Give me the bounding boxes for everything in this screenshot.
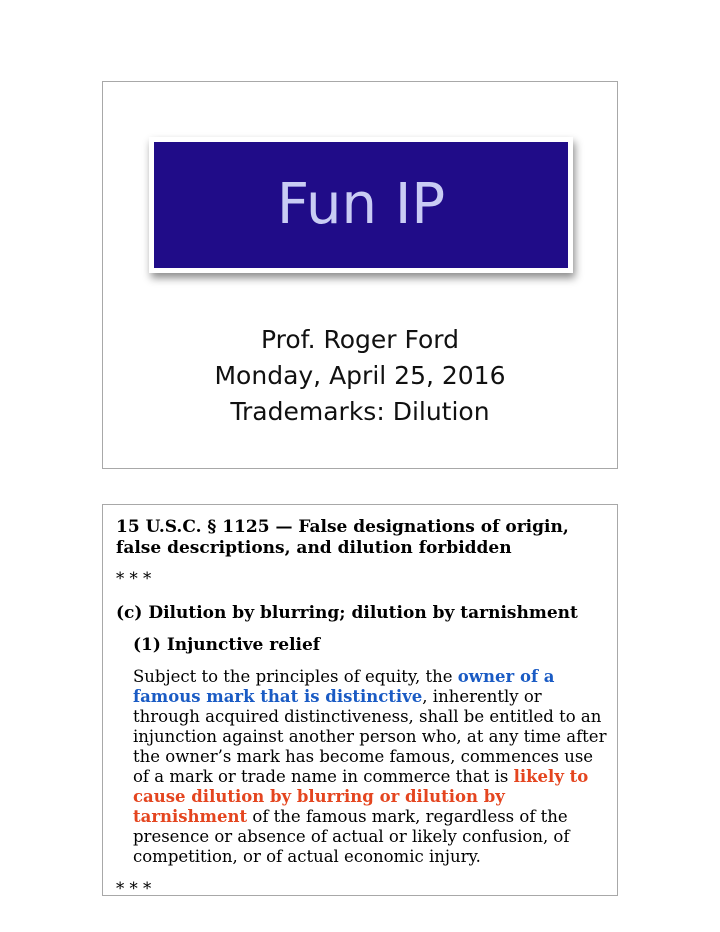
highlight-famous-owner: owner of a famous mark that is distinctive xyxy=(133,667,555,706)
highlight-dilution: likely to cause dilution by blurring or dilution by tarnishment xyxy=(133,767,589,826)
paragraph-heading: (1) Injunctive relief xyxy=(133,635,321,655)
section-heading: (c) Dilution by blurring; dilution by tarnishment xyxy=(116,603,578,623)
statute-text xyxy=(116,517,606,899)
subtitle-topic: Trademarks: Dilution xyxy=(230,397,490,426)
subtitle-date: Monday, April 25, 2016 xyxy=(214,361,506,390)
body-part-2: , inherently or through acquired distinctiveness, shall be entitled to an injunction against another person who, at any time after the owner’s mark has become famous, commences use of a mark or trade name in commerce that is xyxy=(133,687,607,786)
title-banner-fill xyxy=(154,142,568,268)
slide-statute xyxy=(102,504,618,896)
statute-heading: 15 U.S.C. § 1125 — False designations of origin, false descriptions, and dilution forbidden xyxy=(116,517,569,558)
ellipsis-bottom: * * * xyxy=(116,879,152,898)
slide-title xyxy=(102,81,618,469)
body-part-3: of the famous mark, regardless of the presence or absence of actual or likely confusion, of competition, or of actual economic injury. xyxy=(133,807,570,866)
slide-title-text: Fun IP xyxy=(276,172,446,237)
ellipsis-top: * * * xyxy=(116,569,152,588)
subtitle-block xyxy=(103,322,617,430)
statute-body xyxy=(133,667,613,867)
subtitle-professor: Prof. Roger Ford xyxy=(260,325,460,354)
body-part-1: Subject to the principles of equity, the xyxy=(133,667,458,686)
title-banner xyxy=(149,137,573,273)
